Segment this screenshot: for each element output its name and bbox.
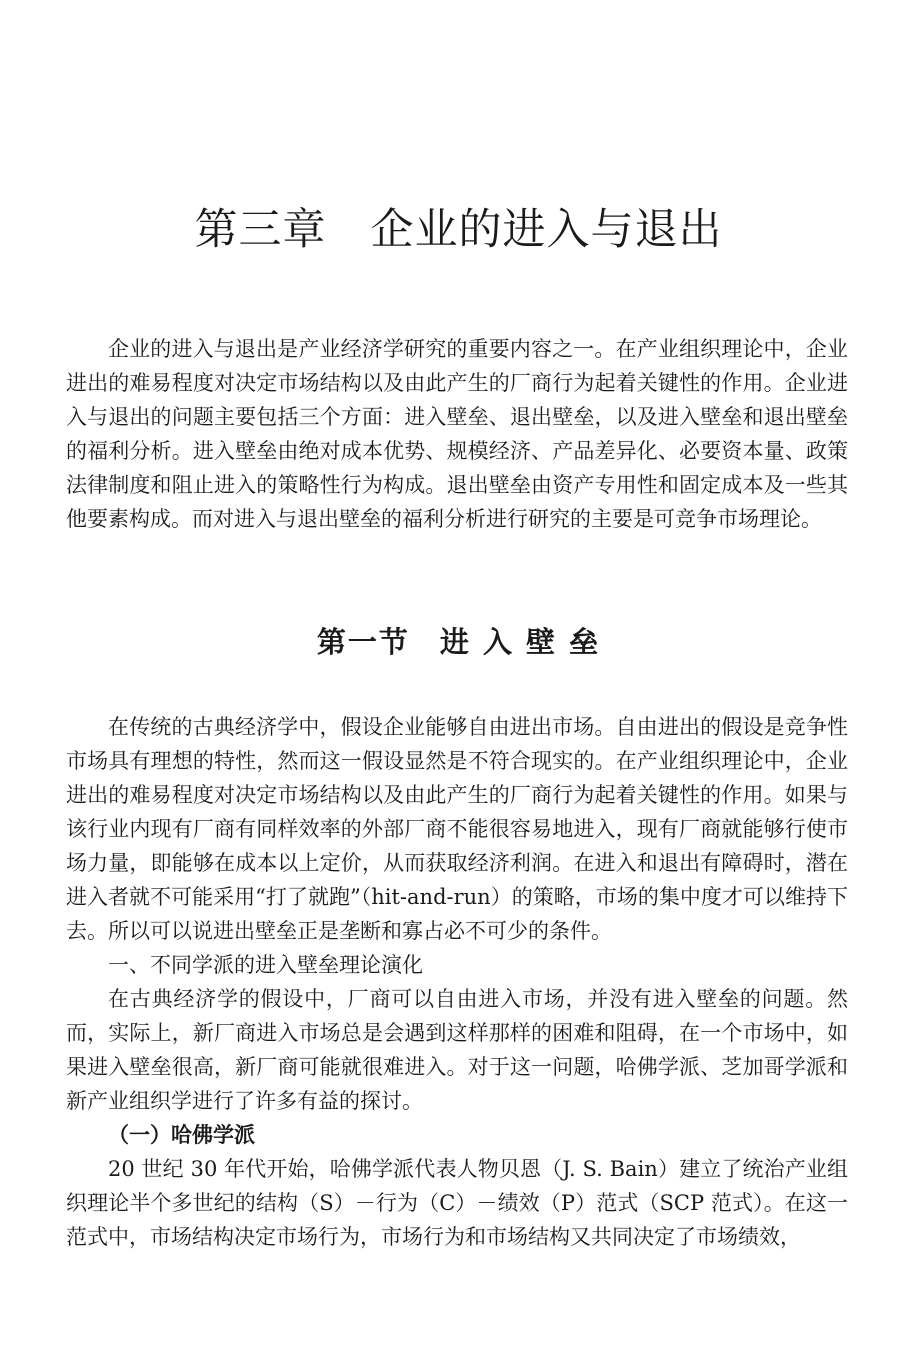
body-paragraph-3: 20 世纪 30 年代开始，哈佛学派代表人物贝恩（J. S. Bain）建立了统治产业组织理论半个多世纪的结构（S）－行为（C）－绩效（P）范式（SCP 范式）。在这一范式中，市场结构决定市场行为，市场行为和市场结构又共同决定了市场绩效， bbox=[66, 1157, 848, 1249]
body-paragraph-2: 在古典经济学的假设中，厂商可以自由进入市场，并没有进入壁垒的问题。然而，实际上，新厂商进入市场总是会遇到这样那样的困难和阻碍，在一个市场中，如果进入壁垒很高，新厂商可能就很难进入。对于这一问题，哈佛学派、芝加哥学派和新产业组织学进行了许多有益的探讨。 bbox=[66, 987, 848, 1113]
chapter-number: 第三章 bbox=[194, 205, 327, 255]
section-body bbox=[66, 710, 848, 1254]
section-name: 进 入 壁 垒 bbox=[439, 625, 601, 659]
section-title bbox=[0, 620, 917, 664]
chapter-name: 企业的进入与退出 bbox=[370, 205, 723, 255]
intro-paragraph: 企业的进入与退出是产业经济学研究的重要内容之一。在产业组织理论中，企业进出的难易程度对决定市场结构以及由此产生的厂商行为起着关键性的作用。企业进入与退出的问题主要包括三个方面：进入壁垒、退出壁垒，以及进入壁垒和退出壁垒的福利分析。进入壁垒由绝对成本优势、规模经济、产品差异化、必要资本量、政策法律制度和阻止进入的策略性行为构成。退出壁垒由资产专用性和固定成本及一些其他要素构成。而对进入与退出壁垒的福利分析进行研究的主要是可竞争市场理论。 bbox=[66, 337, 848, 531]
intro-block bbox=[66, 332, 848, 536]
section-number: 第一节 bbox=[316, 625, 410, 659]
subheading-schools: 一、不同学派的进入壁垒理论演化 bbox=[108, 953, 423, 977]
body-paragraph-1: 在传统的古典经济学中，假设企业能够自由进出市场。自由进出的假设是竞争性市场具有理想的特性，然而这一假设显然是不符合现实的。在产业组织理论中，企业进出的难易程度对决定市场结构以及由此产生的厂商行为起着关键性的作用。如果与该行业内现有厂商有同样效率的外部厂商不能很容易地进入，现有厂商就能够行使市场力量，即能够在成本以上定价，从而获取经济利润。在进入和退出有障碍时，潜在进入者就不可能采用“打了就跑”（hit-and-run）的策略，市场的集中度才可以维持下去。所以可以说进出壁垒正是垄断和寡占必不可少的条件。 bbox=[66, 715, 848, 943]
subheading-harvard: （一）哈佛学派 bbox=[108, 1122, 255, 1147]
chapter-title bbox=[0, 200, 917, 260]
